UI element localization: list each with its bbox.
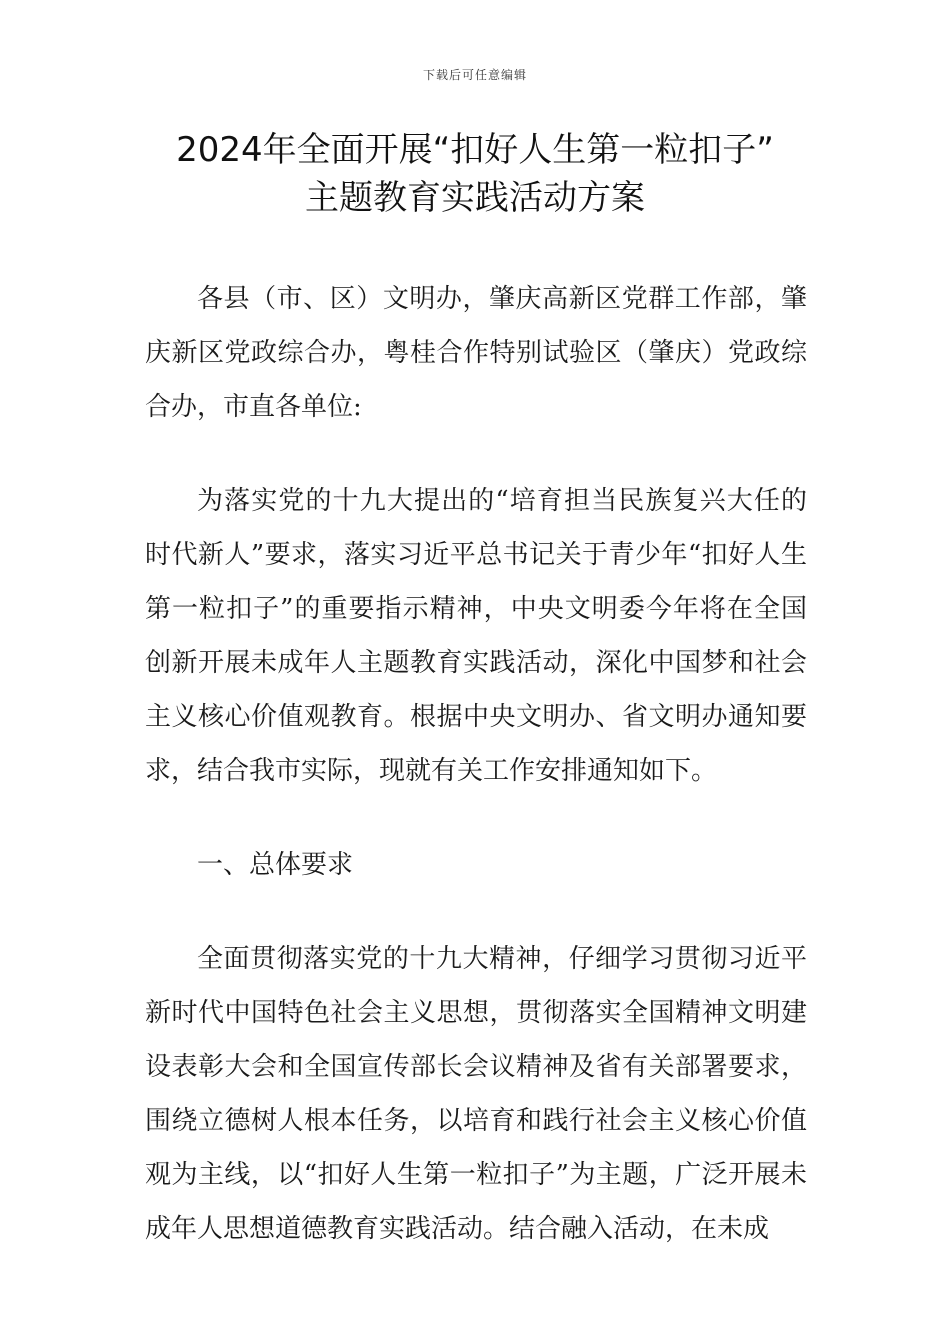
paragraph-gap xyxy=(145,434,807,474)
title-line-1: 2024年全面开展“扣好人生第一粒扣子” xyxy=(176,130,774,170)
title-line-2: 主题教育实践活动方案 xyxy=(305,178,645,218)
section-body-paragraph: 全面贯彻落实党的十九大精神，仔细学习贯彻习近平新时代中国特色社会主义思想，贯彻落实全国精神文明建设表彰大会和全国宣传部长会议精神及省有关部署要求，围绕立德树人根本任务，以培育和践行社会主义核心价值观为主线，以“扣好人生第一粒扣子”为主题，广泛开展未成年人思想道德教育实践活动。结合融入活动，在未成 xyxy=(145,944,807,1244)
paragraph-gap xyxy=(145,892,807,932)
document-body xyxy=(145,272,807,1256)
paragraph-gap xyxy=(145,798,807,838)
intro-paragraph: 为落实党的十九大提出的“培育担当民族复兴大任的时代新人”要求，落实习近平总书记关于青少年“扣好人生第一粒扣子”的重要指示精神，中央文明委今年将在全国创新开展未成年人主题教育实践活动，深化中国梦和社会主义核心价值观教育。根据中央文明办、省文明办通知要求，结合我市实际，现就有关工作安排通知如下。 xyxy=(145,486,807,786)
addressees-paragraph: 各县（市、区）文明办，肇庆高新区党群工作部，肇庆新区党政综合办，粤桂合作特别试验区（肇庆）党政综合办，市直各单位: xyxy=(145,284,807,422)
header-note: 下载后可任意编辑 xyxy=(422,68,527,82)
document-title xyxy=(60,126,890,222)
section-heading: 一、总体要求 xyxy=(197,850,354,880)
